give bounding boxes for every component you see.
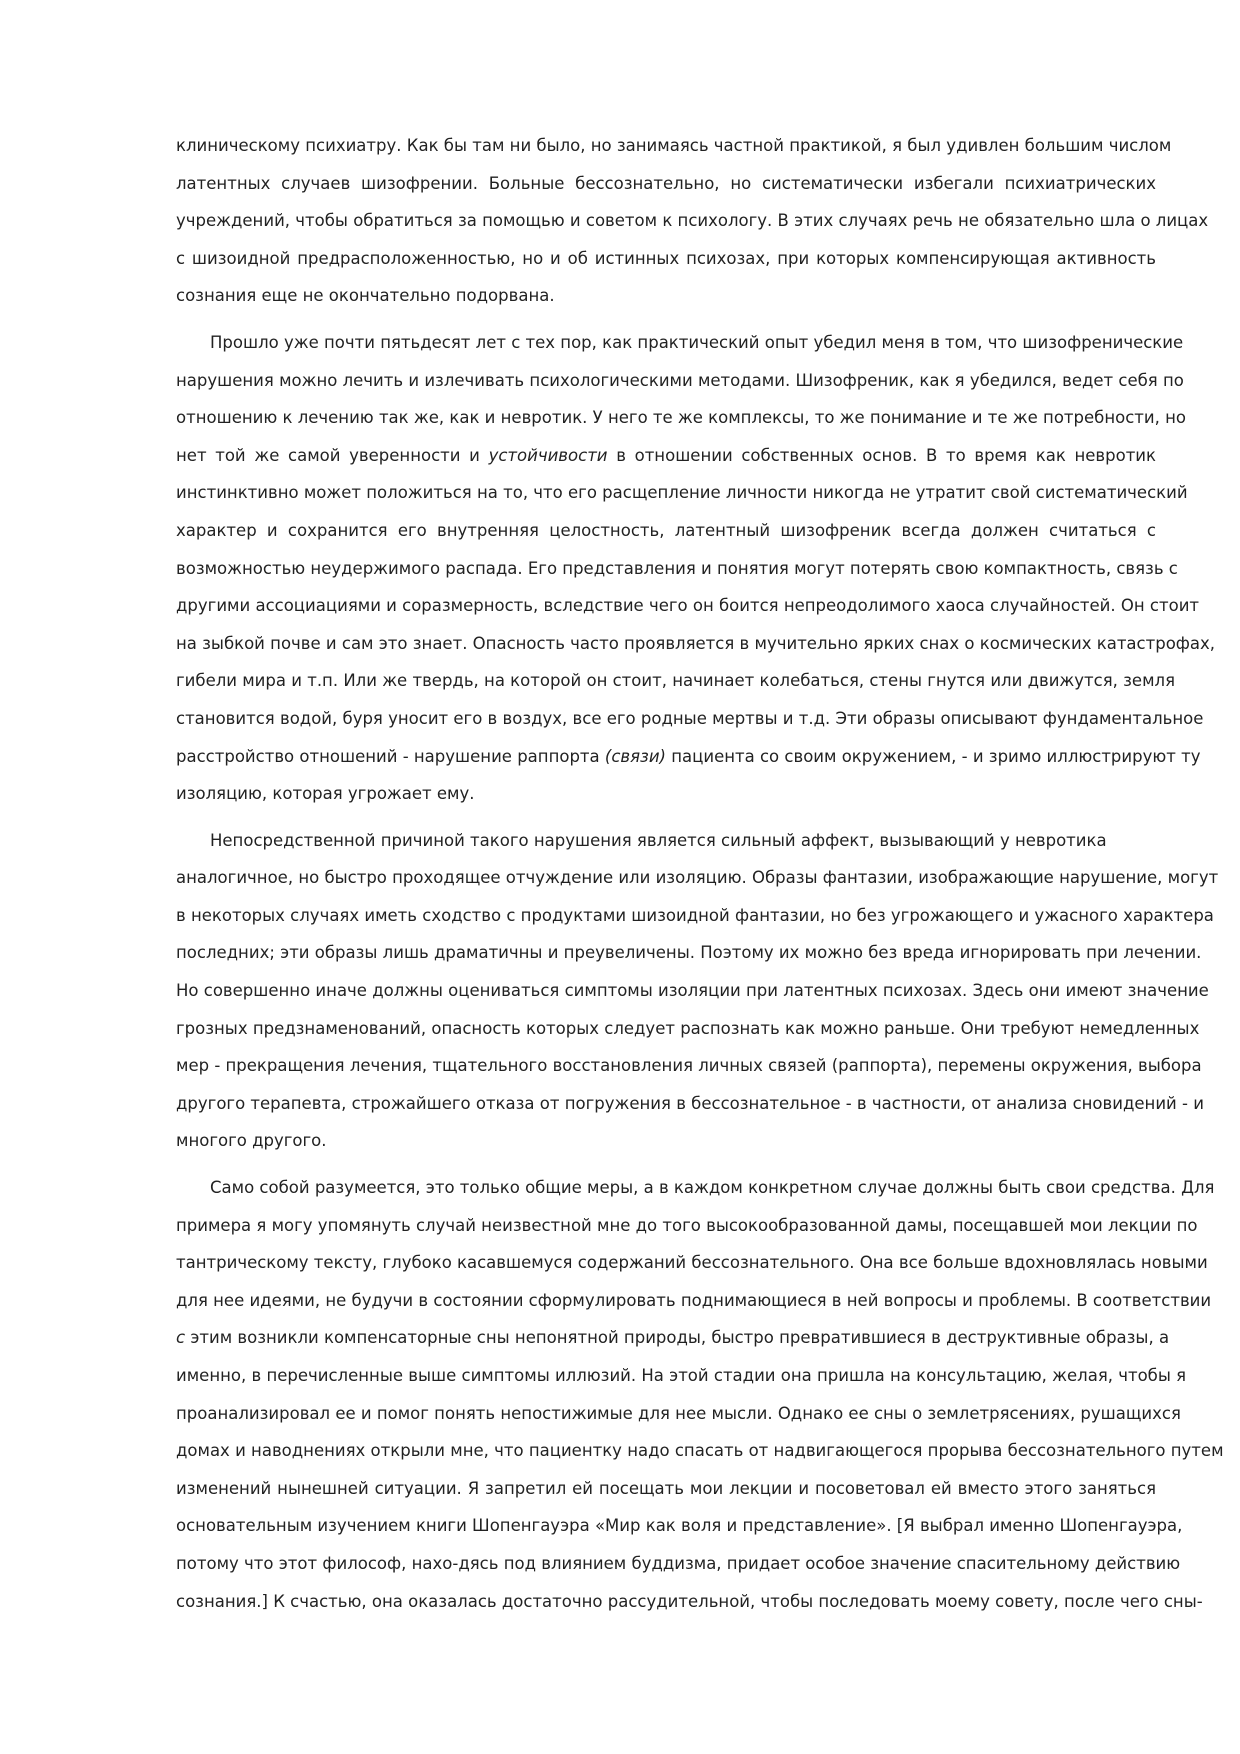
text-line: в некоторых случаях иметь сходство с продуктами шизоидной фантазии, но без угрожающего и ужасного характера [176,905,1214,925]
text-line-mixed [176,437,1156,475]
text-line: другого терапевта, строжайшего отказа от погружения в бессознательное - в частности, от анализа сновидений - и [176,1093,1204,1113]
text-line: именно, в перечисленные выше симптомы иллюзий. На этой стадии она пришла на консультацию, желая, чтобы я [176,1366,1187,1385]
text-run: в отношении собственных основ. В то время как невротик [607,445,1156,465]
text-line: нарушения можно лечить и излечивать психологическими методами. Шизофреник, как я убедился, ведет себя по [176,370,1184,390]
document-page [176,127,1224,1629]
text-line: латентных случаев шизофрении. Больные бессознательно, но систематически избегали психиатрических [176,173,1156,193]
text-line: основательным изучением книги Шопенгауэра «Мир как воля и представление». [Я выбрал именно Шопенгауэра, [176,1516,1183,1536]
text-line: изоляцию, которая угрожает ему. [176,784,475,804]
italic-term: с [176,1328,186,1348]
text-line: Прошло уже почти пятьдесят лет с тех пор, как практический опыт убедил меня в том, что шизофренические [210,332,1184,352]
text-line: Но совершенно иначе должны оцениваться симптомы изоляции при латентных психозах. Здесь они имеют значение [176,981,1209,1001]
text-line: мер - прекращения лечения, тщательного восстановления личных связей (раппорта), перемены окружения, выбора [176,1056,1202,1076]
text-line: для нее идеями, не будучи в состоянии сформулировать поднимающиеся в ней вопросы и проблемы. В соответствии [176,1290,1212,1310]
text-line: многого другого. [176,1131,327,1151]
text-line: аналогичное, но быстро проходящее отчуждение или изоляцию. Образы фантазии, изображающие нарушение, могут [176,868,1219,888]
text-line: клиническому психиатру. Как бы там ни было, но занимаясь частной практикой, я был удивлен большим числом [176,136,1172,155]
text-line: с шизоидной предрасположенностью, но и об истинных психозах, при которых компенсирующая активность [176,248,1156,268]
text-line: учреждений, чтобы обратиться за помощью и советом к психологу. В этих случаях речь не обязательно шла о лицах [176,211,1209,231]
text-line-mixed [176,738,1201,776]
text-line: возможностью неудержимого распада. Его представления и понятия могут потерять свою компактность, связь с [176,558,1178,578]
text-line: последних; эти образы лишь драматичны и преувеличены. Поэтому их можно без вреда игнорировать при лечении. [176,943,1202,963]
text-line: изменений нынешней ситуации. Я запретил ей посещать мои лекции и посоветовал ей вместо этого заняться [176,1478,1156,1498]
text-line: потому что этот философ, нахо-дясь под влиянием буддизма, придает особое значение спасительному действию [176,1553,1181,1573]
text-line: становится водой, буря уносит его в воздух, все его родные мертвы и т.д. Эти образы описывают фундаментальное [176,708,1204,728]
text-line: сознания.] К счастью, она оказалась достаточно рассудительной, чтобы последовать моему совету, после чего сны- [176,1591,1203,1611]
text-line: проанализировал ее и помог понять непостижимые для нее мысли. Однако ее сны о землетрясениях, рушащихся [176,1403,1181,1423]
text-run: пациента со своим окружением, - и зримо иллюстрируют ту [665,746,1201,766]
paragraph-1 [176,127,1209,315]
text-line: Непосредственной причиной такого нарушения является сильный аффект, вызывающий у невротика [210,830,1107,850]
paragraph-4 [176,1169,1224,1620]
text-line: домах и наводнениях открыли мне, что пациентку надо спасать от надвигающегося прорыва бессознательного путем [176,1441,1224,1461]
text-line: другими ассоциациями и соразмерность, вследствие чего он боится непреодолимого хаоса случайностей. Он стоит [176,596,1200,616]
text-line: Само собой разумеется, это только общие меры, а в каждом конкретном случае должны быть свои средства. Для [210,1178,1215,1198]
paragraph-2 [176,324,1216,813]
text-line: характер и сохранится его внутренняя целостность, латентный шизофреник всегда должен считаться с [176,520,1156,540]
text-line: гибели мира и т.п. Или же твердь, на которой он стоит, начинает колебаться, стены гнутся или движутся, земля [176,671,1175,691]
text-line: тантрическому тексту, глубоко касавшемуся содержаний бессознательного. Она все больше вдохновлялась новыми [176,1253,1208,1273]
paragraph-3 [176,822,1219,1160]
text-run: расстройство отношений - нарушение раппорта [176,746,605,766]
text-run: этим возникли компенсаторные сны непонятной природы, быстро превратившиеся в деструктивные образы, а [185,1328,1170,1348]
text-line: на зыбкой почве и сам это знает. Опасность часто проявляется в мучительно ярких снах о космических катастрофах, [176,633,1216,653]
text-line: сознания еще не окончательно подорвана. [176,286,555,306]
text-line-mixed [176,1319,1170,1357]
italic-term: устойчивости [488,445,608,465]
text-line: инстинктивно может положиться на то, что его расщепление личности никогда не утратит свой систематический [176,483,1188,503]
text-line: отношению к лечению так же, как и невротик. У него те же комплексы, то же понимание и те же потребности, но [176,408,1186,428]
text-line: грозных предзнаменований, опасность которых следует распознать как можно раньше. Они требуют немедленных [176,1018,1200,1038]
text-run: нет той же самой уверенности и [176,445,489,465]
italic-term: (связи) [604,746,666,766]
text-line: примера я могу упомянуть случай неизвестной мне до того высокообразованной дамы, посещавшей мои лекции по [176,1215,1198,1235]
